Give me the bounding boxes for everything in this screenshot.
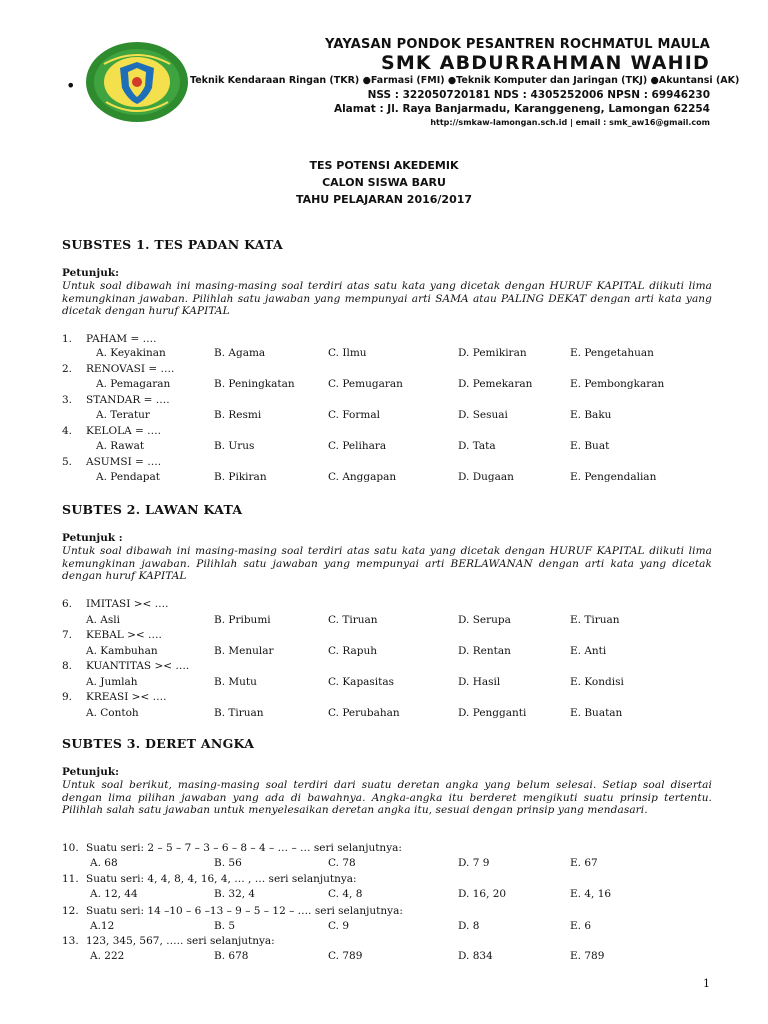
option-d: D. 834 bbox=[458, 950, 493, 962]
question-number: 2. bbox=[62, 363, 73, 375]
option-b: B. Tiruan bbox=[214, 707, 264, 719]
option-a: A. Keyakinan bbox=[96, 347, 166, 359]
option-c: C. Pemugaran bbox=[328, 378, 403, 390]
option-e: E. Pengendalian bbox=[570, 471, 657, 483]
option-b: B. Menular bbox=[214, 645, 274, 657]
exam-subtitle: CALON SISWA BARU bbox=[322, 176, 446, 189]
option-e: E. Kondisi bbox=[570, 676, 624, 688]
instructions-text: Untuk soal dibawah ini masing-masing soal terdiri atas satu kata yang dicetak dengan HURUF KAPITAL diikuti lima kemungkinan jawaban. Pilihlah satu jawaban yang mempunyai arti SAMA atau PALING DEKAT dengan arti kata yang dicetak dengan huruf KAPITAL bbox=[62, 280, 712, 317]
question bbox=[62, 691, 166, 703]
option-c: C. Formal bbox=[328, 409, 380, 421]
question-text: KREASI >< …. bbox=[86, 691, 167, 703]
option-row bbox=[0, 347, 768, 361]
option-d: D. Sesuai bbox=[458, 409, 508, 421]
option-b: B. 678 bbox=[214, 950, 249, 962]
option-e: E. Pengetahuan bbox=[570, 347, 654, 359]
instructions-text: Untuk soal berikut, masing-masing soal terdiri dari suatu deretan angka yang belum selesai. Setiap soal disertai dengan lima pilihan jawaban yang ada di bawahnya. Angka-angka itu berderet mengikuti suatu prinsip tertentu. Pilihlah salah satu jawaban untuk menyelesaikan deretan angka itu, sesuai dengan prinsip yang mendasari. bbox=[62, 779, 712, 816]
question-number: 9. bbox=[62, 691, 73, 703]
option-d: D. 7 9 bbox=[458, 857, 490, 869]
question-text: PAHAM = …. bbox=[86, 333, 157, 345]
option-e: E. Buat bbox=[570, 440, 610, 452]
school-logo bbox=[84, 40, 190, 124]
section-heading: SUBTES 2. LAWAN KATA bbox=[62, 502, 243, 517]
option-d: D. Hasil bbox=[458, 676, 501, 688]
option-d: D. Pengganti bbox=[458, 707, 527, 719]
option-b: B. 5 bbox=[214, 920, 236, 932]
question-number: 8. bbox=[62, 660, 73, 672]
option-row bbox=[0, 857, 768, 871]
option-c: C. Kapasitas bbox=[328, 676, 395, 688]
option-c: C. 9 bbox=[328, 920, 350, 932]
question-number: 5. bbox=[62, 456, 73, 468]
question-number: 11. bbox=[62, 873, 79, 885]
option-e: E. Buatan bbox=[570, 707, 623, 719]
exam-year: TAHU PELAJARAN 2016/2017 bbox=[295, 193, 473, 206]
option-b: B. Pikiran bbox=[214, 471, 267, 483]
option-a: A. 222 bbox=[90, 950, 125, 962]
option-e: E. Anti bbox=[570, 645, 607, 657]
instructions-text: Untuk soal dibawah ini masing-masing soal terdiri atas satu kata yang dicetak dengan HURUF KAPITAL diikuti lima kemungkinan jawaban. Pilihlah satu jawaban yang mempunyai arti BERLAWANAN dengan arti kata yang dicetak dengan huruf KAPITAL bbox=[62, 545, 712, 582]
option-c: C. 78 bbox=[328, 857, 356, 869]
question bbox=[62, 333, 157, 345]
option-row bbox=[0, 888, 768, 902]
question-number: 7. bbox=[62, 629, 73, 641]
exam-title: TES POTENSI AKEDEMIK bbox=[309, 159, 459, 172]
option-c: C. 789 bbox=[328, 950, 363, 962]
option-c: C. Pelihara bbox=[328, 440, 387, 452]
option-b: B. Mutu bbox=[214, 676, 257, 688]
school-contact: http://smkaw-lamongan.sch.id | email : smk_aw16@gmail.com bbox=[430, 118, 710, 127]
option-e: E. 67 bbox=[570, 857, 598, 869]
question-text: Suatu seri: 4, 4, 8, 4, 16, 4, … , … seri selanjutnya: bbox=[86, 873, 357, 885]
option-c: C. 4, 8 bbox=[328, 888, 363, 900]
option-row bbox=[0, 676, 768, 690]
question-text: 123, 345, 567, ….. seri selanjutnya: bbox=[86, 935, 275, 947]
question-text: Suatu seri: 2 – 5 – 7 – 3 – 6 – 8 – 4 – … – … seri selanjutnya: bbox=[86, 842, 402, 854]
option-c: C. Perubahan bbox=[328, 707, 400, 719]
question bbox=[62, 842, 402, 854]
question bbox=[62, 873, 357, 885]
page-number: 1 bbox=[703, 977, 710, 990]
question-text: Suatu seri: 14 –10 – 6 –13 – 9 – 5 – 12 – …. seri selanjutnya: bbox=[86, 905, 403, 917]
option-d: D. Dugaan bbox=[458, 471, 514, 483]
section-heading: SUBTES 3. DERET ANGKA bbox=[62, 736, 255, 751]
question-text: IMITASI >< …. bbox=[86, 598, 169, 610]
option-c: C. Ilmu bbox=[328, 347, 367, 359]
question-text: KEBAL >< …. bbox=[86, 629, 162, 641]
question bbox=[62, 456, 161, 468]
option-b: B. Peningkatan bbox=[214, 378, 295, 390]
question-number: 6. bbox=[62, 598, 73, 610]
question-text: RENOVASI = …. bbox=[86, 363, 175, 375]
option-e: E. 6 bbox=[570, 920, 592, 932]
question-number: 10. bbox=[62, 842, 79, 854]
question-number: 3. bbox=[62, 394, 73, 406]
letterhead bbox=[190, 36, 740, 128]
school-address: Alamat : Jl. Raya Banjarmadu, Karanggeneng, Lamongan 62254 bbox=[333, 103, 710, 115]
option-a: A. Pemagaran bbox=[96, 378, 171, 390]
program-list: Teknik Kendaraan Ringan (TKR) ●Farmasi (FMI) ●Teknik Komputer dan Jaringan (TKJ) ●Akuntansi (AK) bbox=[190, 75, 740, 86]
option-a: A. Asli bbox=[86, 614, 120, 626]
question bbox=[62, 394, 170, 406]
option-b: B. Urus bbox=[214, 440, 255, 452]
option-d: D. Tata bbox=[458, 440, 496, 452]
option-row bbox=[0, 645, 768, 659]
section-heading: SUBSTES 1. TES PADAN KATA bbox=[62, 237, 284, 252]
option-b: B. Pribumi bbox=[214, 614, 271, 626]
option-a: A. Jumlah bbox=[86, 676, 138, 688]
question-number: 13. bbox=[62, 935, 79, 947]
question bbox=[62, 425, 161, 437]
option-e: E. Tiruan bbox=[570, 614, 620, 626]
instructions-label: Petunjuk: bbox=[62, 267, 119, 279]
option-b: B. 32, 4 bbox=[214, 888, 256, 900]
instructions-label: Petunjuk : bbox=[62, 532, 123, 544]
option-b: B. 56 bbox=[214, 857, 242, 869]
option-a: A. Pendapat bbox=[96, 471, 161, 483]
option-row bbox=[0, 920, 768, 934]
option-e: E. 789 bbox=[570, 950, 605, 962]
question bbox=[62, 905, 403, 917]
option-row bbox=[0, 471, 768, 485]
option-row bbox=[0, 614, 768, 628]
option-d: D. Pemekaran bbox=[458, 378, 533, 390]
option-row bbox=[0, 950, 768, 964]
school-name: SMK ABDURRAHMAN WAHID bbox=[380, 52, 710, 74]
option-e: E. 4, 16 bbox=[570, 888, 612, 900]
option-row bbox=[0, 378, 768, 392]
option-b: B. Resmi bbox=[214, 409, 262, 421]
letterhead-bullet: • bbox=[66, 76, 76, 95]
option-row bbox=[0, 409, 768, 423]
foundation-name: YAYASAN PONDOK PESANTREN ROCHMATUL MAULA bbox=[324, 37, 710, 52]
question bbox=[62, 363, 174, 375]
option-a: A. Rawat bbox=[96, 440, 145, 452]
option-d: D. Pemikiran bbox=[458, 347, 527, 359]
option-d: D. Serupa bbox=[458, 614, 511, 626]
question-number: 1. bbox=[62, 333, 73, 345]
option-a: A. 12, 44 bbox=[90, 888, 138, 900]
question-text: ASUMSI = …. bbox=[86, 456, 162, 468]
option-c: C. Anggapan bbox=[328, 471, 397, 483]
question-text: STANDAR = …. bbox=[86, 394, 170, 406]
question-text: KUANTITAS >< …. bbox=[86, 660, 190, 672]
question-text: KELOLA = …. bbox=[86, 425, 161, 437]
option-c: C. Rapuh bbox=[328, 645, 377, 657]
option-row bbox=[0, 440, 768, 454]
option-d: D. 16, 20 bbox=[458, 888, 507, 900]
instructions-label: Petunjuk: bbox=[62, 766, 119, 778]
question-number: 12. bbox=[62, 905, 79, 917]
option-c: C. Tiruan bbox=[328, 614, 378, 626]
exam-title-block bbox=[0, 157, 768, 208]
option-d: D. Rentan bbox=[458, 645, 511, 657]
option-a: A. Contoh bbox=[86, 707, 139, 719]
option-a: A. Teratur bbox=[96, 409, 150, 421]
question bbox=[62, 598, 169, 610]
option-d: D. 8 bbox=[458, 920, 480, 932]
school-registration: NSS : 322050720181 NDS : 4305252006 NPSN : 69946230 bbox=[367, 89, 710, 101]
option-b: B. Agama bbox=[214, 347, 266, 359]
option-a: A. Kambuhan bbox=[86, 645, 158, 657]
question bbox=[62, 629, 162, 641]
option-row bbox=[0, 707, 768, 721]
option-a: A. 68 bbox=[90, 857, 118, 869]
option-a: A.12 bbox=[90, 920, 115, 932]
option-e: E. Baku bbox=[570, 409, 612, 421]
question bbox=[62, 935, 275, 947]
question-number: 4. bbox=[62, 425, 73, 437]
question bbox=[62, 660, 189, 672]
option-e: E. Pembongkaran bbox=[570, 378, 665, 390]
